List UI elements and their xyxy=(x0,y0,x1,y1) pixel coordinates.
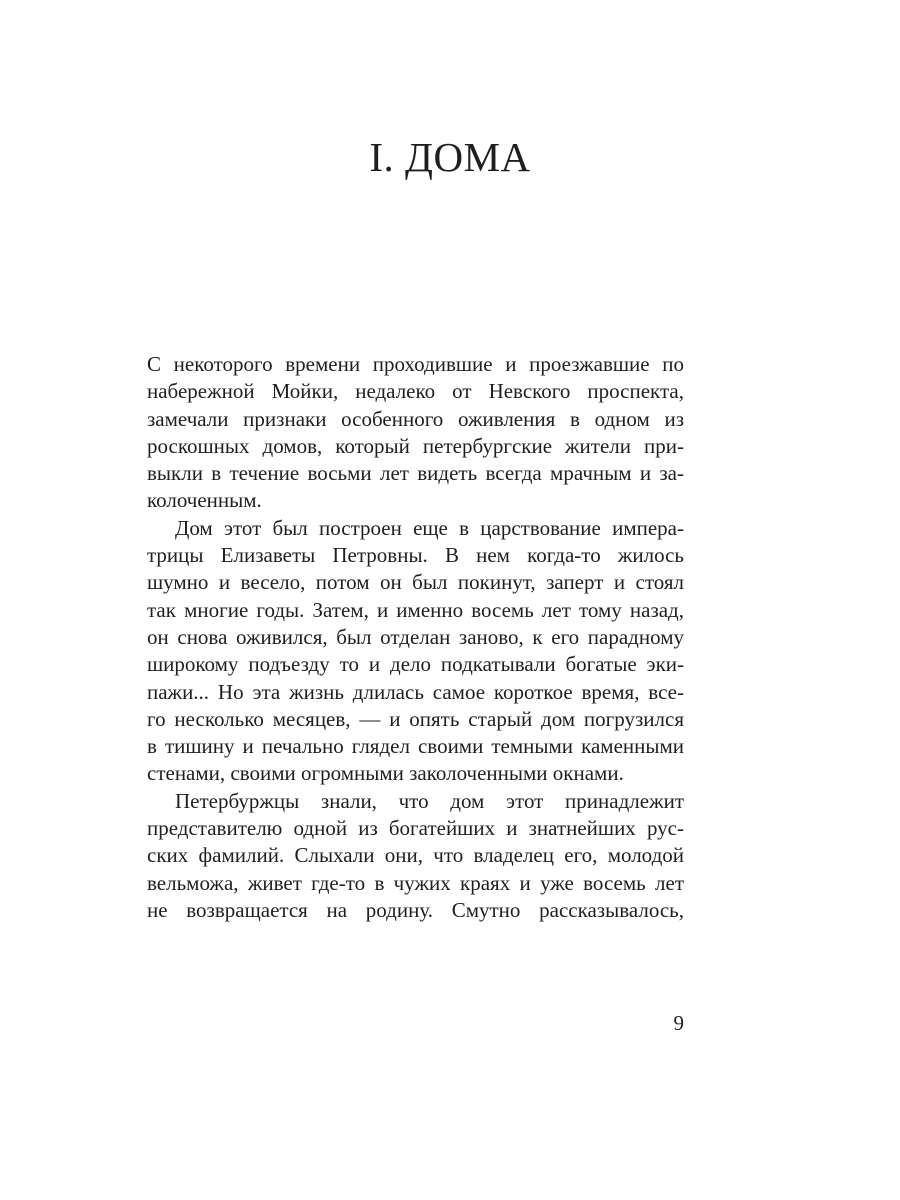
text-line: роскошных домов, который петербургские жители при- xyxy=(147,433,684,458)
paragraph-3 xyxy=(147,788,684,924)
text-line: стенами, своими огромными заколоченными окнами. xyxy=(147,761,624,786)
text-line: так многие годы. Затем, и именно восемь лет тому назад, xyxy=(147,597,684,622)
text-line: замечали признаки особенного оживления в одном из xyxy=(147,406,684,431)
text-line: Петербуржцы знали, что дом этот принадлежит xyxy=(175,788,684,813)
text-line: он снова оживился, был отделан заново, к его парадному xyxy=(147,624,684,649)
text-line: трицы Елизаветы Петровны. В нем когда-то жилось xyxy=(147,543,684,568)
text-line: го несколько месяцев, — и опять старый дом погрузился xyxy=(147,706,684,731)
text-line: в тишину и печально глядел своими темными каменными xyxy=(147,734,684,759)
text-line: широкому подъезду то и дело подкатывали богатые эки- xyxy=(147,652,684,677)
paragraph-2 xyxy=(147,515,684,788)
chapter-title: I. ДОМА xyxy=(369,134,531,180)
text-line: колоченным. xyxy=(147,488,262,513)
text-line: ских фамилий. Слыхали они, что владелец его, молодой xyxy=(147,843,684,868)
text-line: представителю одной из богатейших и знатнейших рус- xyxy=(147,816,684,841)
text-line: набережной Мойки, недалеко от Невского проспекта, xyxy=(147,379,684,404)
text-line: пажи... Но эта жизнь длилась самое короткое время, все- xyxy=(147,679,684,704)
text-line: вельможа, живет где-то в чужих краях и уже восемь лет xyxy=(147,870,684,895)
page-number: 9 xyxy=(673,1011,684,1035)
body-text xyxy=(147,351,684,924)
text-line: не возвращается на родину. Смутно рассказывалось, xyxy=(147,897,684,922)
text-line: шумно и весело, потом он был покинут, заперт и стоял xyxy=(147,570,684,595)
text-line: выкли в течение восьми лет видеть всегда мрачным и за- xyxy=(147,461,684,486)
text-line: С некоторого времени проходившие и проезжавшие по xyxy=(147,352,684,376)
paragraph-1 xyxy=(147,351,684,515)
text-line: Дом этот был построен еще в царствование импера- xyxy=(175,515,684,540)
